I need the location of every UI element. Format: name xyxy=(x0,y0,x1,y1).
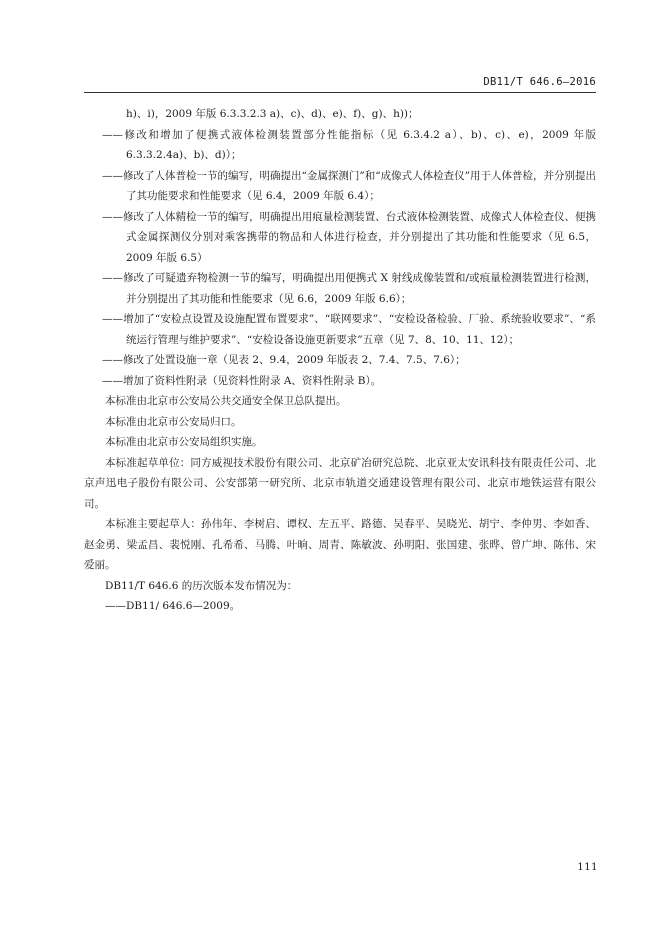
list-item: ——修改和增加了便携式液体检测装置部分性能指标（见 6.3.4.2 a）、b)、c)、e)，2009 年版 6.3.3.2.4a)、b)、d)）； xyxy=(102,128,596,161)
paragraph-drafting-units: 本标准起草单位：同方威视技术股份有限公司、北京矿冶研究总院、北京亚太安讯科技有限责任公司、北京声迅电子股份有限公司、公安部第一研究所、北京市轨道交通建设管理有限公司、北京市地铁运营有限公司。 xyxy=(84,456,596,510)
page-number: 111 xyxy=(577,862,598,873)
paragraph-proposer: 本标准由北京市公安局公共交通安全保卫总队提出。 xyxy=(105,395,347,407)
paragraph-version-history: DB11/T 646.6 的历次版本发布情况为： xyxy=(105,579,298,592)
version-history-item: ——DB11/ 646.6—2009。 xyxy=(105,600,241,612)
header-rule xyxy=(84,92,596,93)
list-item: ——修改了人体普检一节的编写，明确提出“金属探测门”和“成像式人体检查仪”用于人体普检，并分别提出了其功能要求和性能要求（见 6.4，2009 年版 6.4）； xyxy=(102,169,596,202)
list-item: ——修改了处置设施一章（见表 2、9.4，2009 年版表 2、7.4、7.5、7.6）； xyxy=(102,354,466,366)
page-body xyxy=(84,104,596,617)
list-item: ——增加了资料性附录（见资料性附录 A、资料性附录 B）。 xyxy=(102,374,382,387)
paragraph-drafters: 本标准主要起草人：孙伟年、李树启、谭权、左五平、路德、吴春平、吴晓光、胡宁、李仲男、李如香、赵金勇、梁孟昌、裴悦刚、孔希希、马腾、叶晌、周青、陈敏波、孙明阳、张国建、张晔、曾广坤、陈伟、宋爱丽。 xyxy=(84,518,596,571)
list-item: ——修改了可疑遗弃物检测一节的编写，明确提出用便携式 X 射线成像装置和/或痕量检测装置进行检测，并分别提出了其功能和性能要求（见 6.6，2009 年版 6.6）； xyxy=(102,272,596,305)
list-item: ——修改了人体精检一节的编写，明确提出用痕量检测装置、台式液体检测装置、成像式人体检查仪、便携式金属探测仪分别对乘客携带的物品和人体进行检查，并分别提出了其功能和性能要求（见 6.5，2009 年版 6.5） xyxy=(102,210,596,264)
document-code: DB11/T 646.6—2016 xyxy=(483,76,596,88)
list-item-continuation: h)、i)，2009 年版 6.3.3.2.3 a)、c)、d)、e)、f)、g)、h))； xyxy=(126,108,419,120)
paragraph-centralized: 本标准由北京市公安局归口。 xyxy=(105,415,242,428)
paragraph-implementation: 本标准由北京市公安局组织实施。 xyxy=(105,436,263,448)
list-item: ——增加了“安检点设置及设施配置布置要求”、“联网要求”、“安检设备检验、厂验、系统验收要求”、“系统运行管理与维护要求”、“安检设备设施更新要求”五章（见 7、8、10、11、12）； xyxy=(102,313,596,346)
